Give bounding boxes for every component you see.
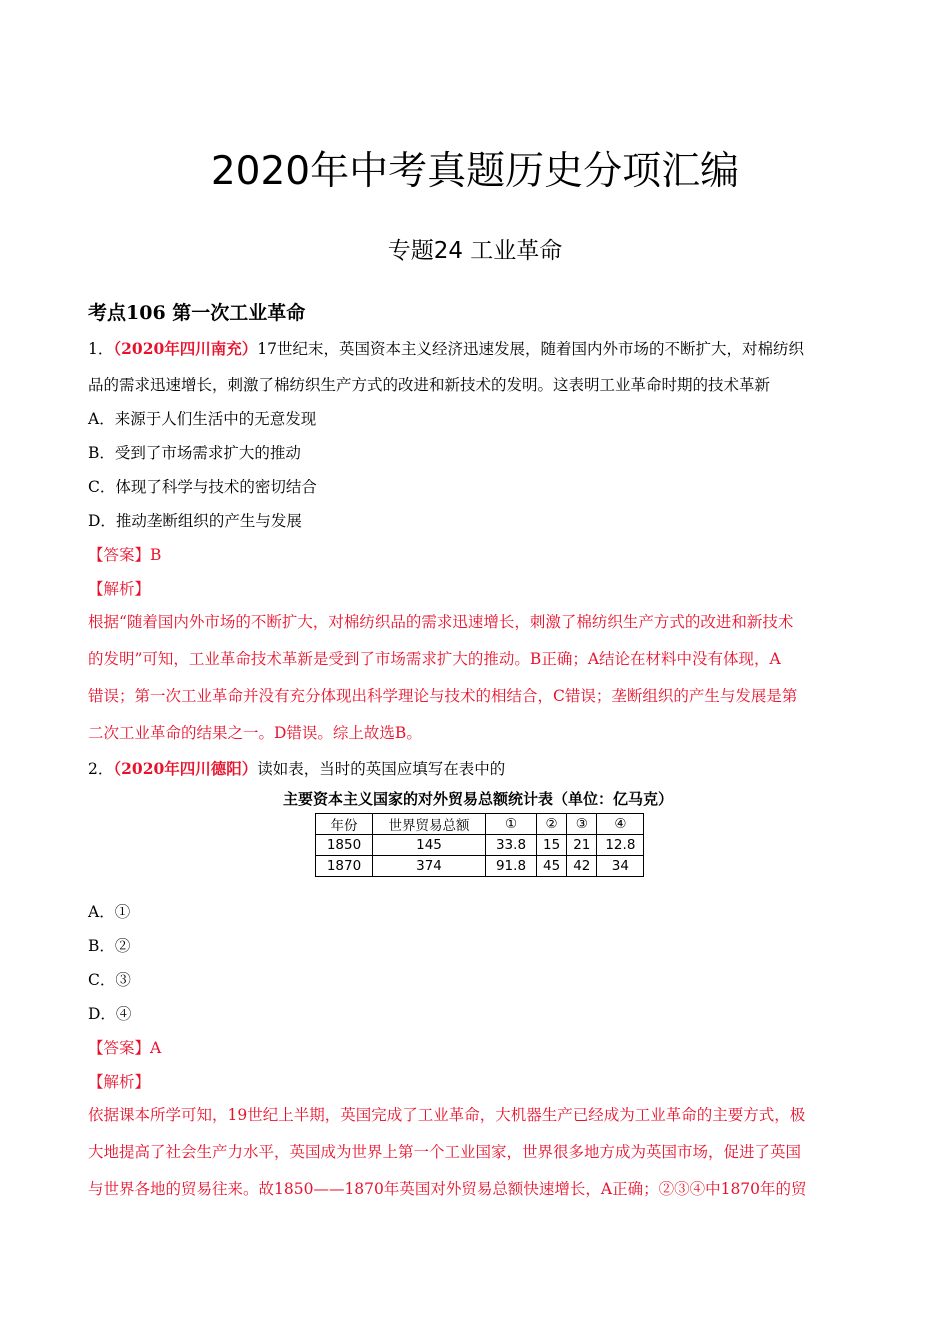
- table-header-cell: ①: [486, 814, 537, 835]
- table-header-cell: ④: [597, 814, 644, 835]
- analysis-line: 与世界各地的贸易往来。故1850——1870年英国对外贸易总额快速增长，A正确；②③④中1870年的贸: [88, 1180, 807, 1198]
- question-2-source: （2020年四川德阳）: [113, 759, 258, 778]
- table-header-cell: ③: [567, 814, 597, 835]
- table-cell: 33.8: [486, 835, 537, 856]
- trade-table-figure: [260, 788, 700, 877]
- question-1-option-a: A．来源于人们生活中的无意发现: [88, 410, 317, 428]
- question-2-number: 2．: [88, 760, 114, 778]
- table-cell: 12.8: [597, 835, 644, 856]
- table-header-row: [316, 814, 644, 835]
- table-cell: 21: [567, 835, 597, 856]
- section-heading: 考点106 第一次工业革命: [88, 302, 306, 324]
- question-2-option-b: B．②: [88, 937, 131, 955]
- question-1-analysis: [88, 604, 863, 752]
- table-cell: 91.8: [486, 856, 537, 877]
- question-1-text-line1: 17世纪末，英国资本主义经济迅速发展，随着国内外市场的不断扩大，对棉纺织: [257, 340, 804, 358]
- analysis-line: 依据课本所学可知，19世纪上半期，英国完成了工业革命，大机器生产已经成为工业革命的主要方式，极: [88, 1106, 806, 1124]
- question-2-answer: 【答案】A: [88, 1039, 162, 1057]
- table-cell: 34: [597, 856, 644, 877]
- table-row: [316, 856, 644, 877]
- table-header-cell: 世界贸易总额: [373, 814, 486, 835]
- question-1-stem: [88, 339, 804, 359]
- question-2-option-d: D．④: [88, 1005, 132, 1023]
- question-1-option-d: D．推动垄断组织的产生与发展: [88, 512, 302, 530]
- table-row: [316, 835, 644, 856]
- question-1-answer: 【答案】B: [88, 546, 162, 564]
- analysis-line: 二次工业革命的结果之一。D错误。综上故选B。: [88, 724, 422, 742]
- question-2-analysis-label: 【解析】: [88, 1073, 151, 1091]
- question-1-option-c: C．体现了科学与技术的密切结合: [88, 478, 317, 496]
- trade-table-title: 主要资本主义国家的对外贸易总额统计表（单位：亿马克）: [282, 790, 673, 808]
- question-1-source: （2020年四川南充）: [113, 339, 258, 358]
- table-cell: 1870: [316, 856, 373, 877]
- table-cell: 1850: [316, 835, 373, 856]
- question-2-text: 读如表，当时的英国应填写在表中的: [257, 760, 506, 778]
- question-2-option-c: C．③: [88, 971, 131, 989]
- document-title: 2020年中考真题历史分项汇编: [210, 149, 740, 194]
- analysis-line: 根据“随着国内外市场的不断扩大，对棉纺织品的需求迅速增长，刺激了棉纺织生产方式的改进和新技术: [88, 613, 794, 631]
- table-cell: 42: [567, 856, 597, 877]
- question-2-stem: [88, 759, 505, 779]
- question-1-analysis-label: 【解析】: [88, 580, 151, 598]
- question-2-analysis: [88, 1097, 863, 1208]
- table-header-cell: 年份: [316, 814, 373, 835]
- table-header-cell: ②: [537, 814, 567, 835]
- analysis-line: 的发明”可知，工业革命技术革新是受到了市场需求扩大的推动。B正确；A结论在材料中没有体现，A: [88, 650, 781, 668]
- question-1-option-b: B．受到了市场需求扩大的推动: [88, 444, 301, 462]
- table-cell: 15: [537, 835, 567, 856]
- table-cell: 145: [373, 835, 486, 856]
- analysis-line: 错误；第一次工业革命并没有充分体现出科学理论与技术的相结合，C错误；垄断组织的产生与发展是第: [88, 687, 798, 705]
- table-cell: 45: [537, 856, 567, 877]
- trade-table: [315, 813, 644, 877]
- analysis-line: 大地提高了社会生产力水平，英国成为世界上第一个工业国家，世界很多地方成为英国市场，促进了英国: [88, 1143, 802, 1161]
- table-cell: 374: [373, 856, 486, 877]
- question-1-number: 1．: [88, 340, 114, 358]
- question-1-text-line2: 品的需求迅速增长，刺激了棉纺织生产方式的改进和新技术的发明。这表明工业革命时期的技术革新: [88, 376, 771, 394]
- document-subtitle: 专题24 工业革命: [387, 238, 563, 264]
- question-2-option-a: A．①: [88, 903, 131, 921]
